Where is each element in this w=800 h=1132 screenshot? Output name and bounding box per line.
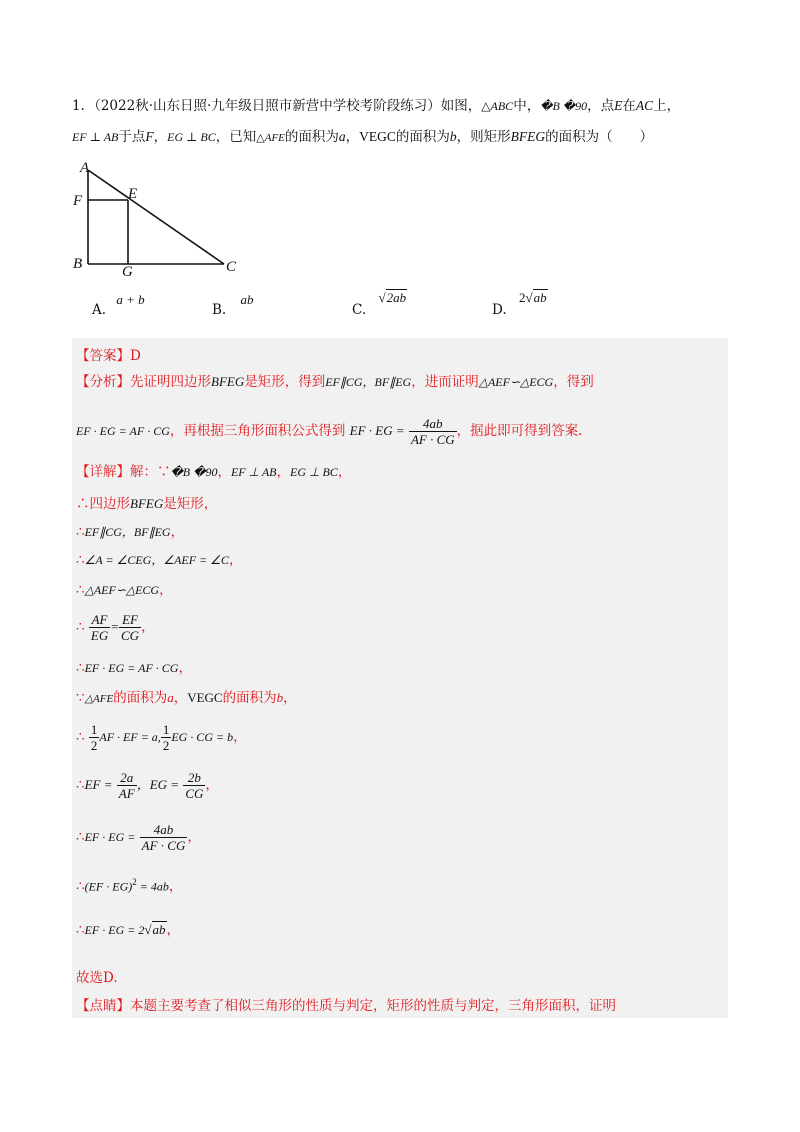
option-value: √2ab [378, 290, 407, 305]
q-text: ， [345, 129, 360, 145]
d-math: �B �90 [170, 465, 218, 479]
s-math: EF · EG = 2 [84, 923, 145, 937]
s-text: 是矩形， [163, 496, 218, 512]
s-text: 的面积为 [113, 690, 168, 706]
s-math: ，EG = [136, 777, 180, 792]
label-b: B [73, 256, 83, 272]
q-text: 上， [653, 98, 681, 114]
therefore-symbol: ∴ [76, 496, 90, 512]
s-math: b [276, 690, 284, 705]
q-text: ，已知 [215, 129, 257, 145]
s-text: ， [178, 660, 192, 676]
option-key: C. [352, 302, 367, 318]
step-1 [76, 494, 217, 514]
s-math: a [167, 690, 174, 705]
d-math: EF ⊥ AB [230, 465, 277, 479]
s-math: EG · CG = b [171, 730, 234, 744]
therefore-symbol: ∴ [76, 878, 85, 895]
s-text: ， [283, 690, 297, 706]
label-c: C [226, 259, 237, 275]
question-line-1 [72, 96, 680, 116]
sqrt-ab: √ab [144, 922, 166, 937]
frac-den: AF [118, 786, 135, 801]
q-math: △AFE [256, 132, 285, 144]
because-symbol: ∵ [76, 690, 85, 706]
triangle-figure [66, 158, 256, 278]
a-text: ，据此即可得到答案. [456, 423, 583, 439]
step-4 [76, 580, 173, 600]
frac-num: 1 [90, 722, 98, 737]
option-b[interactable] [212, 292, 254, 318]
q-text: 于点 [118, 129, 146, 145]
radicand: ab [533, 290, 547, 305]
choose-line [76, 968, 118, 988]
question-source: （2022秋·山东日照·九年级日照市新营中学校考阶段练习） [94, 98, 441, 114]
fraction-2b-cg [183, 770, 205, 801]
q-text: 的面积为 [395, 129, 450, 145]
d-text: ， [276, 464, 291, 480]
equals: = [110, 619, 120, 634]
answer-tag: 【答案】 [76, 348, 130, 364]
therefore-symbol: ∴ [76, 729, 85, 745]
frac-den: CG [185, 786, 204, 801]
q-text: 中， [513, 98, 541, 114]
a-text: ，进而证明 [411, 374, 479, 390]
therefore-symbol: ∴ [76, 777, 85, 793]
option-value: ab [240, 292, 254, 307]
a-math: △AEF∽△ECG [478, 375, 554, 389]
comment-text: 本题主要考查了相似三角形的性质与判定，矩形的性质与判定，三角形面积，证明 [130, 998, 616, 1014]
a-text: ，得到 [553, 374, 594, 390]
a-math: BFEG [211, 374, 245, 389]
q-math: VEGC [359, 129, 396, 144]
option-c[interactable] [352, 290, 407, 318]
frac-den: 2 [162, 738, 170, 753]
frac-num: EF [119, 612, 141, 628]
s-math: EF∥CG，BF∥EG [84, 525, 171, 539]
s-text: ， [170, 524, 185, 540]
q-text: ，则矩形 [456, 129, 511, 145]
therefore-symbol: ∴ [76, 922, 85, 938]
comment-line [76, 996, 616, 1016]
step-11 [76, 872, 182, 897]
detail-line [76, 462, 351, 482]
frac-den: AF · CG [141, 838, 186, 853]
s-math: ∠A = ∠CEG，∠AEF = ∠C [84, 553, 229, 567]
frac-num: AF [89, 612, 110, 628]
frac-num: 4ab [140, 822, 188, 838]
answer-value: D [130, 348, 141, 364]
question-number: 1． [72, 98, 95, 114]
s-math: EF · EG = AF · CG [84, 661, 179, 675]
frac-den: EG [90, 628, 109, 643]
s-math: (EF · EG) [84, 879, 133, 894]
frac-den: CG [121, 628, 140, 643]
d-text: 解：∵ [130, 464, 171, 480]
s-text: ， [166, 922, 180, 938]
label-e: E [128, 186, 138, 202]
therefore-symbol: ∴ [76, 829, 85, 845]
step-6 [76, 658, 192, 678]
therefore-symbol: ∴ [76, 660, 85, 676]
s-math: VEGC [187, 690, 223, 705]
fraction-4ab [140, 822, 188, 853]
d-text: ， [217, 464, 231, 480]
q-text: 的面积为 [284, 129, 339, 145]
label-g: G [122, 264, 133, 278]
q-text: ，点 [587, 98, 615, 114]
option-value: 2√ab [518, 290, 547, 305]
s-math: BFEG [130, 496, 164, 511]
option-value: a + b [116, 292, 145, 307]
option-a[interactable] [92, 292, 145, 318]
exponent: 2 [132, 877, 137, 887]
option-d[interactable] [492, 290, 547, 318]
fraction-ef-cg [119, 612, 141, 643]
s-math: = 4ab [136, 879, 169, 894]
s-text: ， [168, 878, 183, 895]
step-10 [76, 822, 201, 853]
option-key: B. [212, 302, 227, 318]
step-7 [76, 688, 297, 709]
option-key: A. [92, 302, 107, 318]
therefore-symbol: ∴ [76, 552, 85, 568]
radicand: ab [152, 922, 166, 937]
therefore-symbol: ∴ [76, 619, 85, 635]
fraction-af-eg [89, 612, 110, 643]
frac-num: 1 [162, 722, 170, 737]
s-text: ， [187, 829, 201, 845]
q-text: 的面积为（ ） [545, 129, 654, 145]
q-math: E [614, 98, 623, 113]
q-math: F [145, 129, 154, 144]
radicand: 2ab [386, 290, 407, 305]
step-5 [76, 612, 155, 643]
frac-num: 2a [117, 770, 137, 786]
detail-tag: 【详解】 [76, 464, 130, 480]
s-math: △AEF∽△ECG [84, 583, 160, 597]
analysis-tag: 【分析】 [76, 374, 130, 390]
fraction-half-1 [89, 722, 100, 753]
q-math: EG ⊥ BC [167, 130, 216, 144]
therefore-symbol: ∴ [76, 524, 85, 540]
a-text: ，再根据三角形面积公式得到 [169, 423, 346, 439]
step-3 [76, 550, 242, 570]
s-text: ， [233, 729, 247, 745]
frac-num: 2b [183, 770, 205, 786]
a-math: EF · EG = [349, 423, 405, 438]
a-math: EF · EG = AF · CG [76, 424, 170, 438]
s-text: 四边形 [89, 496, 130, 512]
frac-den: AF · CG [410, 432, 455, 447]
label-f: F [73, 193, 83, 209]
coefficient: 2 [518, 290, 526, 305]
s-text: 的面积为 [222, 690, 277, 706]
q-math: △ABC [481, 99, 514, 113]
question-line-2 [72, 127, 653, 148]
analysis-fraction [409, 416, 457, 447]
s-text: ， [205, 777, 219, 793]
label-a: A [80, 160, 90, 176]
analysis-line-1 [76, 372, 594, 392]
choose-text: 故选D. [76, 970, 118, 986]
step-8 [76, 722, 247, 753]
s-math: EF = [84, 777, 113, 792]
s-math: AF · EF = a, [99, 730, 161, 744]
answer-line [76, 346, 141, 366]
s-text: ， [159, 582, 173, 598]
frac-den: 2 [90, 738, 98, 753]
q-math: BFEG [510, 129, 546, 144]
s-text: ， [173, 690, 188, 706]
step-12 [76, 920, 180, 940]
a-text: 先证明四边形 [130, 374, 211, 390]
d-text: ， [337, 464, 352, 480]
s-text: ， [141, 619, 155, 635]
step-9 [76, 770, 219, 801]
segment-ac [88, 170, 224, 264]
s-text: ， [228, 552, 243, 568]
s-math: EF · EG = [84, 830, 136, 844]
a-text: 是矩形，得到 [244, 374, 326, 390]
q-math: b [449, 129, 457, 144]
q-text: 如图， [440, 98, 482, 114]
frac-num: 4ab [409, 416, 457, 432]
q-math: AC [635, 98, 654, 113]
step-2 [76, 522, 184, 542]
therefore-symbol: ∴ [76, 582, 85, 598]
option-key: D. [492, 302, 507, 318]
s-math: △AFE [84, 693, 114, 705]
q-text: 在 [622, 98, 636, 114]
fraction-half-2 [161, 722, 172, 753]
q-text: ， [153, 129, 168, 145]
analysis-line-2 [76, 416, 582, 447]
q-math: �B �90 [540, 99, 588, 113]
fraction-2a-af [117, 770, 137, 801]
a-math: EF∥CG，BF∥EG [325, 375, 412, 389]
d-math: EG ⊥ BC [290, 465, 338, 479]
q-math: EF ⊥ AB [72, 130, 119, 144]
q-math: a [338, 129, 346, 144]
comment-tag: 【点睛】 [76, 998, 130, 1014]
